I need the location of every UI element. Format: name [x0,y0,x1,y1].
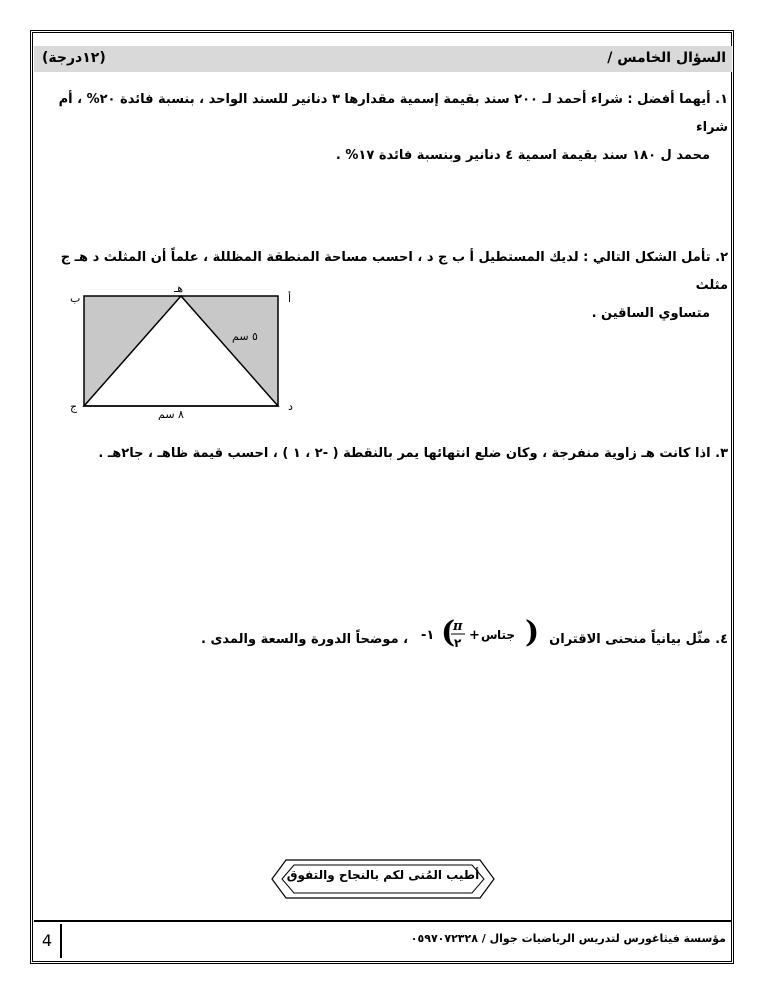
formula-paren-right: ) [524,615,539,650]
formula-function: جتا [496,628,515,642]
formula-denominator: ٢ [453,636,461,650]
formula-numerator: π [452,619,463,634]
vertex-a-label: أ [288,292,292,305]
formula-svg [419,614,539,654]
formula-plus: + [468,628,480,643]
question-3-line-1: ٣. اذا كانت هـ زاوية منفرجة ، وكان ضلع انتهائها يمر بالنقطة ( -٢ ، ١ ) ، احسب قيمة ظاهـ ، جا٢هـ . [98,446,728,461]
question-title: السؤال الخامس / [607,50,726,66]
side-length-label: ٥ سم [232,330,258,343]
formula-paren-left: ( [440,615,455,650]
page-border [30,30,734,964]
vertex-b-label: ب [70,292,81,305]
question-4-suffix: ، موضحاً الدورة والسعة والمدى . [201,632,409,647]
banner-text: أطيب المُنى لكم بالنجاح والتفوق [286,868,480,882]
vertex-c-label: ج [70,400,78,413]
question-3 [38,440,728,468]
vertex-d-label: د [288,400,293,413]
question-1 [38,86,728,170]
page-number: 4 [34,924,62,958]
function-formula [419,614,539,665]
footer-text: مؤسسة فيثاغورس لتدريس الرياضيات جوال / ٠٥٩٧٠٧٢٣٢٨ [410,932,726,945]
question-1-line-2: محمد ل ١٨٠ سند بقيمة اسمية ٤ دنانير وبنسبة فائدة ١٧% . [335,148,710,163]
vertex-h-label: هـ [174,282,184,295]
question-marks: (١٢درجة) [42,50,106,66]
question-4-prefix: ٤. مثّل بيانياً منحنى الاقتران [549,632,728,647]
base-length-label: ٨ سم [158,408,184,420]
footer-divider [34,920,732,922]
formula-tail: -١ [420,628,434,643]
rectangle-figure [62,280,312,420]
formula-variable: س [480,628,498,642]
question-2-line-1: ٢. تأمل الشكل التالي : لديك المستطيل أ ب ج د ، احسب مساحة المنطقة المظللة ، علماً أن المثلث د هـ ج مثلث [60,250,728,293]
question-2-line-2: متساوي الساقين . [591,306,710,321]
question-1-line-1: ١. أيهما أفضل : شراء أحمد لـ ٢٠٠ سند بقيمة إسمية مقدارها ٣ دنانير للسند الواحد ، بنسبة فائدة ٢٠% ، أم شراء [58,92,728,135]
question-4 [38,614,728,665]
